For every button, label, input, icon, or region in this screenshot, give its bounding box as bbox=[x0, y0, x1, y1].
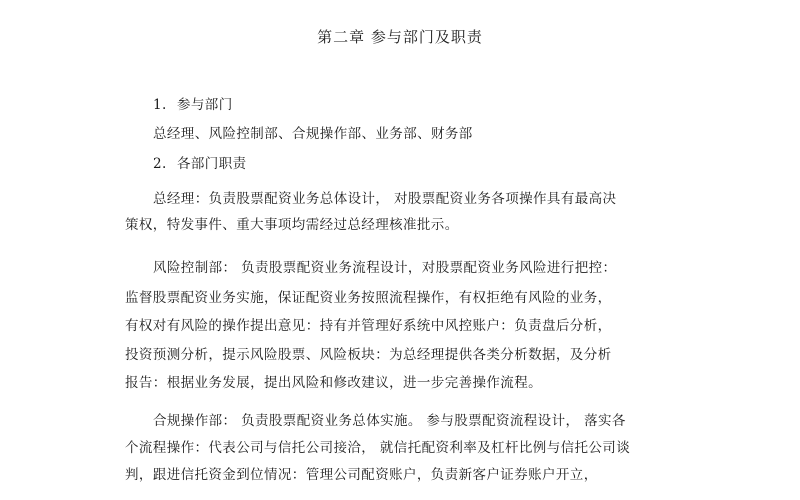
section-1-number: 1. bbox=[153, 97, 167, 113]
risk-para-line-3: 有权对有风险的操作提出意见：持有并管理好系统中风控账户：负责盘后分析， bbox=[125, 318, 612, 334]
section-2-heading bbox=[153, 152, 247, 172]
risk-para-line-4: 投资预测分析，提示风险股票、风险板块：为总经理提供各类分析数据，及分析 bbox=[125, 347, 612, 363]
risk-para-line-2: 监督股票配资业务实施，保证配资业务按照流程操作，有权拒绝有风险的业务， bbox=[125, 290, 612, 306]
gm-para-line-1: 总经理：负责股票配资业务总体设计， 对股票配资业务各项操作具有最高决 bbox=[153, 191, 617, 207]
gm-para-line-2: 策权，特发事件、重大事项均需经过总经理核准批示。 bbox=[125, 217, 459, 233]
section-1-label: 参与部门 bbox=[177, 97, 233, 113]
section-1-heading bbox=[153, 93, 233, 113]
compliance-para-line-2: 个流程操作：代表公司与信托公司接洽， 就信托配资利率及杠杆比例与信托公司谈 bbox=[125, 440, 631, 456]
risk-para-line-1: 风险控制部： 负责股票配资业务流程设计，对股票配资业务风险进行把控： bbox=[153, 260, 617, 276]
chapter-title: 第二章 参与部门及职责 bbox=[317, 28, 483, 46]
compliance-para-line-3: 判，跟进信托资金到位情况：管理公司配资账户，负责新客户证券账户开立， bbox=[125, 467, 598, 483]
compliance-para-line-1: 合规操作部： 负责股票配资业务总体实施。 参与股票配资流程设计， 落实各 bbox=[153, 413, 626, 429]
section-2-number: 2. bbox=[153, 156, 167, 172]
departments-list: 总经理、风险控制部、合规操作部、业务部、财务部 bbox=[153, 126, 473, 142]
section-2-label: 各部门职责 bbox=[177, 156, 247, 172]
risk-para-line-5: 报告：根据业务发展，提出风险和修改建议，进一步完善操作流程。 bbox=[125, 375, 542, 391]
